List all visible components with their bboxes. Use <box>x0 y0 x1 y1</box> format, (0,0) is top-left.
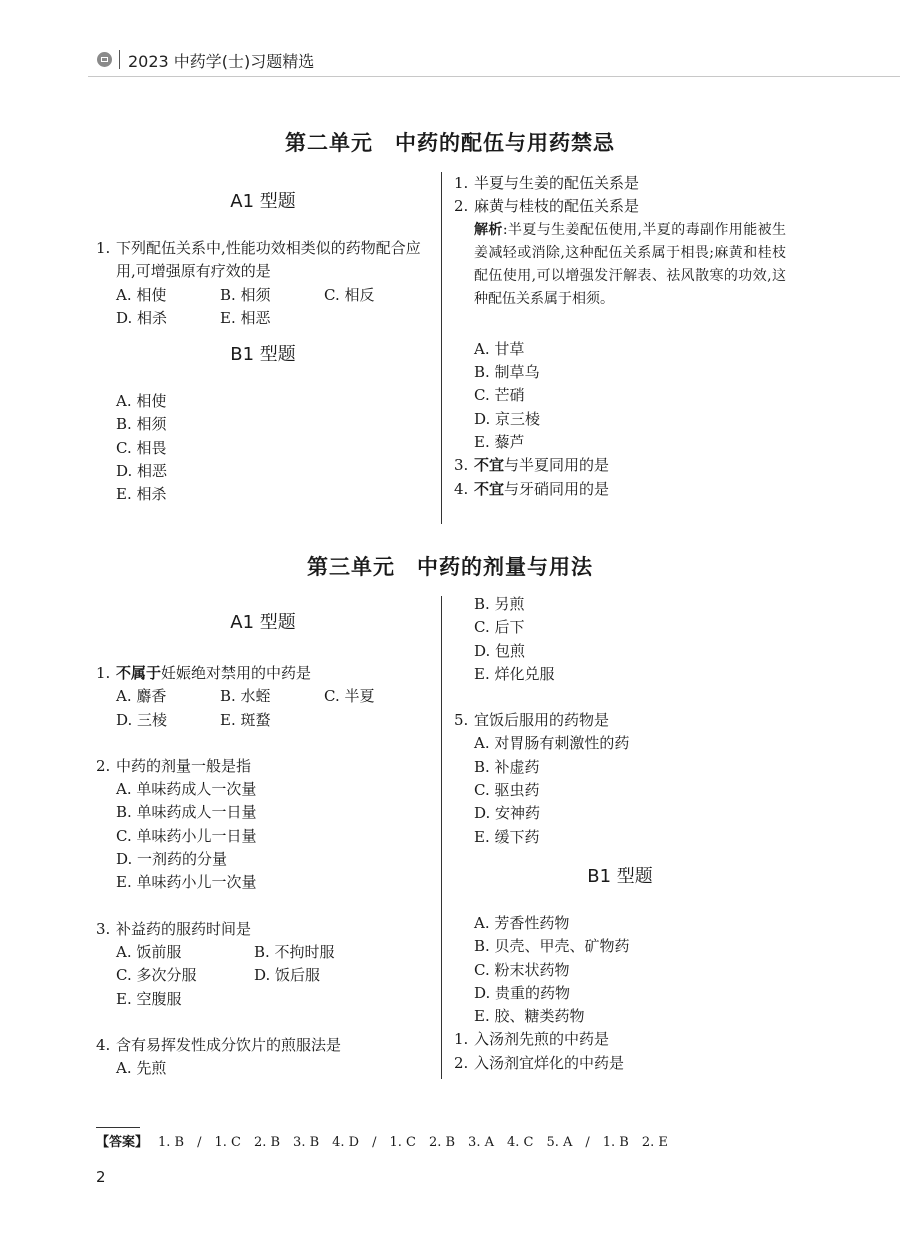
option: B. 水蛭 <box>220 687 271 706</box>
explanation: 解析:半夏与生姜配伍使用,半夏的毒副作用能被生姜减轻或消除,这种配伍关系属于相畏;麻黄和桂枝配伍使用,可以增强发汗解表、祛风散寒的功效,这种配伍关系属于相须。 <box>474 221 787 308</box>
unit2-b1-heading: B1 型题 <box>230 344 296 366</box>
option: B. 相须 <box>116 415 167 434</box>
page-number: 2 <box>96 1168 106 1186</box>
option: D. 贵重的药物 <box>474 983 571 1002</box>
option: B. 另煎 <box>474 595 525 613</box>
option: B. 相须 <box>220 285 271 304</box>
unit3-right-column <box>454 593 786 1075</box>
option: A. 单味药成人一次量 <box>116 780 257 799</box>
unit3-b1-question-1: 1. 入汤剂先煎的中药是 <box>454 1030 610 1049</box>
option-row <box>96 964 430 987</box>
option: A. 麝香 <box>116 687 167 706</box>
option: A. 甘草 <box>474 339 525 358</box>
option: E. 相恶 <box>220 308 271 327</box>
option: D. 安神药 <box>474 804 541 823</box>
option: B. 补虚药 <box>474 757 540 776</box>
option: B. 制草乌 <box>474 363 540 382</box>
unit3-question-2: 2. 中药的剂量一般是指 <box>96 756 252 775</box>
option: E. 烊化兑服 <box>474 664 555 683</box>
unit3-title: 第三单元 中药的剂量与用法 <box>307 554 593 579</box>
option: D. 饭后服 <box>254 966 321 985</box>
option: E. 空腹服 <box>116 989 182 1008</box>
option: E. 斑蝥 <box>220 710 271 729</box>
option-row <box>96 709 430 732</box>
option: B. 贝壳、甲壳、矿物药 <box>474 937 630 956</box>
option: E. 单味药小儿一次量 <box>116 873 257 892</box>
option: E. 相杀 <box>116 485 167 504</box>
option: A. 芳香性药物 <box>474 913 570 932</box>
option: C. 单味药小儿一日量 <box>116 826 257 845</box>
option: A. 对胃肠有刺激性的药 <box>474 734 630 753</box>
column-divider <box>441 172 442 524</box>
option: C. 半夏 <box>324 687 375 706</box>
answers-label: 【答案】 <box>96 1135 149 1150</box>
option: C. 驱虫药 <box>474 781 540 800</box>
unit3-question-1: 1. 不属于妊娠绝对禁用的中药是 <box>96 664 312 682</box>
option: D. 包煎 <box>474 641 526 660</box>
option: D. 京三棱 <box>474 409 541 428</box>
header-title: 2023 中药学(士)习题精选 <box>128 52 315 71</box>
option: A. 饭前服 <box>116 942 182 961</box>
header-separator <box>119 50 120 69</box>
unit3-a1-heading: A1 型题 <box>230 612 296 633</box>
unit2-b1-question-3: 3. 不宜与半夏同用的是 <box>454 456 610 475</box>
option: A. 相使 <box>116 285 167 304</box>
option: A. 先煎 <box>116 1059 167 1078</box>
option: D. 相恶 <box>116 462 168 481</box>
unit2-left-column <box>96 190 430 507</box>
unit3-question-3: 3. 补益药的服药时间是 <box>96 919 252 938</box>
option: C. 后下 <box>474 618 525 637</box>
book-icon <box>97 52 112 67</box>
answers-rule <box>96 1127 140 1128</box>
unit3-b1-heading: B1 型题 <box>587 865 653 887</box>
unit2-a1-heading: A1 型题 <box>230 191 296 212</box>
option: C. 相反 <box>324 285 375 304</box>
column-divider <box>441 596 442 1079</box>
option-row <box>96 284 430 307</box>
option: E. 胶、糖类药物 <box>474 1007 585 1026</box>
option: C. 相畏 <box>116 438 167 457</box>
option: D. 相杀 <box>116 308 168 327</box>
option: A. 相使 <box>116 392 167 411</box>
unit2-b1-question-4: 4. 不宜与牙硝同用的是 <box>454 479 610 498</box>
answers-text: 1. B / 1. C 2. B 3. B 4. D / 1. C 2. B 3. A 4. C 5. A / 1. B 2. E <box>158 1135 668 1150</box>
option-row <box>96 307 430 330</box>
option: D. 一剂药的分量 <box>116 850 228 869</box>
unit2-question-1: 1. 下列配伍关系中,性能功效相类似的药物配合应用,可增强原有疗效的是 <box>96 239 421 281</box>
option-row <box>96 941 430 964</box>
unit2-title: 第二单元 中药的配伍与用药禁忌 <box>285 130 615 155</box>
option-row <box>96 685 430 708</box>
unit2-right-column <box>454 172 786 501</box>
unit3-question-5: 5. 宜饭后服用的药物是 <box>454 711 610 730</box>
option: B. 不拘时服 <box>254 942 335 961</box>
unit3-b1-question-2: 2. 入汤剂宜烊化的中药是 <box>454 1053 625 1072</box>
option: B. 单味药成人一日量 <box>116 803 257 822</box>
header-rule <box>88 76 900 77</box>
option: E. 缓下药 <box>474 827 540 846</box>
option: C. 芒硝 <box>474 386 525 405</box>
option: C. 多次分服 <box>116 966 197 985</box>
option: D. 三棱 <box>116 710 168 729</box>
unit2-b1-question-2: 2. 麻黄与桂枝的配伍关系是 <box>454 197 640 216</box>
unit3-left-column <box>96 611 430 1080</box>
option: C. 粉末状药物 <box>474 960 570 979</box>
unit2-b1-question-1: 1. 半夏与生姜的配伍关系是 <box>454 174 640 192</box>
answers-line <box>96 1131 668 1150</box>
option: E. 藜芦 <box>474 432 525 451</box>
unit3-question-4: 4. 含有易挥发性成分饮片的煎服法是 <box>96 1035 342 1054</box>
